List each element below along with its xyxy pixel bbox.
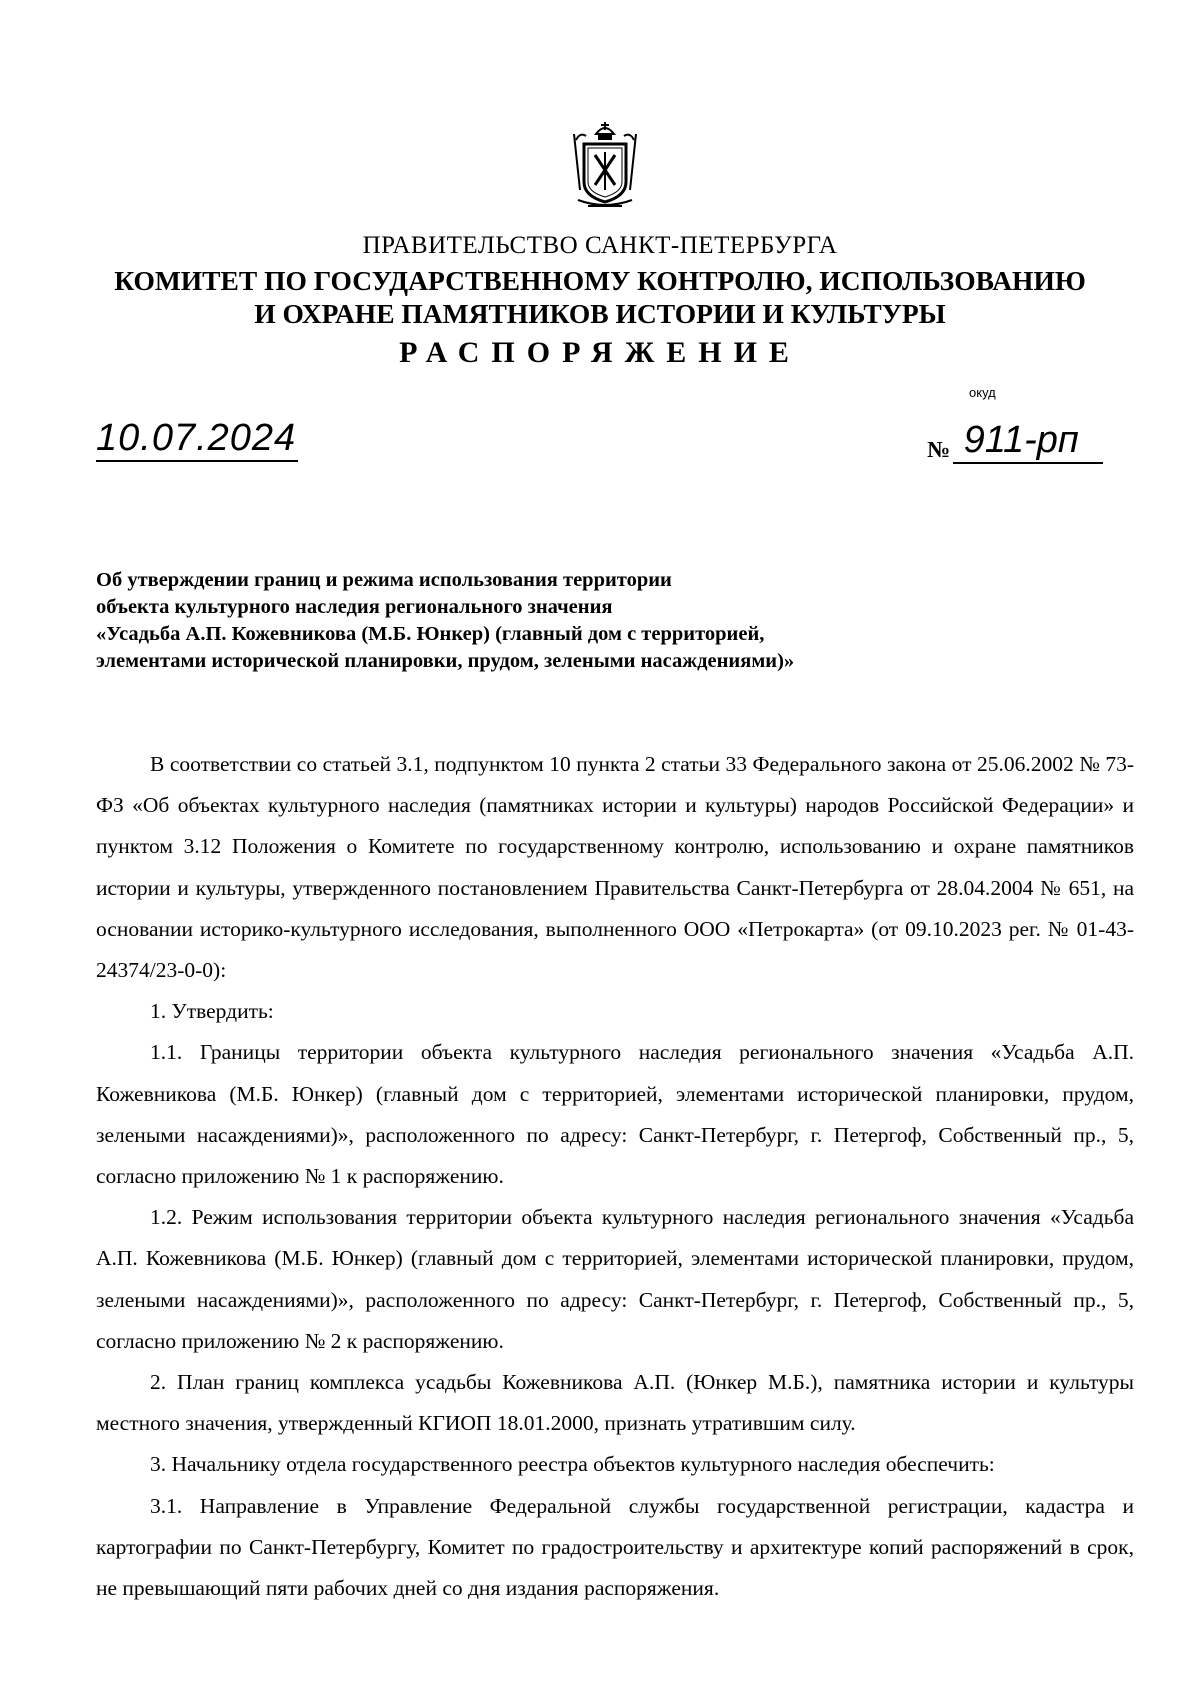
okud-label: окуд xyxy=(969,385,996,400)
number-label: № xyxy=(927,437,951,462)
coat-of-arms-icon xyxy=(568,120,642,212)
document-date: 10.07.2024 xyxy=(96,418,298,462)
document-number xyxy=(953,420,1103,464)
body-paragraph: В соответствии со статьей 3.1, подпунктом 10 пункта 2 статьи 33 Федерального закона от 25.06.2002 № 73-ФЗ «Об объектах культурного наследия (памятниках истории и культуры) народов Российской Федерации» и пунктом 3.12 Положения о Комитете по государственному контролю, использованию и охране памятников истории и культуры, утвержденного постановлением Правительства Санкт-Петербурга от 28.04.2004 № 651, на основании историко-культурного исследования, выполненного ООО «Петрокарта» (от 09.10.2023 рег. № 01-43-24374/23-0-0): xyxy=(96,752,1134,983)
subject-line: элементами исторической планировки, прудом, зелеными насаждениями)» xyxy=(96,650,795,672)
committee-name-line-1: КОМИТЕТ ПО ГОСУДАРСТВЕННОМУ КОНТРОЛЮ, ИСПОЛЬЗОВАНИЮ xyxy=(114,265,1086,296)
document-number-value: 911-рп xyxy=(963,419,1079,461)
document-subject xyxy=(96,567,996,675)
subject-line: Об утверждении границ и режима использования территории xyxy=(96,569,672,591)
subject-line: объекта культурного наследия регионального значения xyxy=(96,596,613,618)
body-paragraph: 1.2. Режим использования территории объекта культурного наследия регионального значения «Усадьба А.П. Кожевникова (М.Б. Юнкер) (главный дом с территорией, элементами исторической планировки, прудом, зелеными насаждениями)», расположенного по адресу: Санкт-Петербург, г. Петергоф, Собственный пр., 5, согласно приложению № 2 к распоряжению. xyxy=(96,1205,1134,1353)
body-paragraph: 3.1. Направление в Управление Федеральной службы государственной регистрации, кадастра и картографии по Санкт-Петербургу, Комитет по градостроительству и архитектуре копий распоряжений в срок, не превышающий пяти рабочих дней со дня издания распоряжения. xyxy=(96,1493,1134,1601)
committee-name-line-2: И ОХРАНЕ ПАМЯТНИКОВ ИСТОРИИ И КУЛЬТУРЫ xyxy=(254,298,946,329)
committee-name xyxy=(0,264,1200,330)
government-name: ПРАВИТЕЛЬСТВО САНКТ-ПЕТЕРБУРГА xyxy=(362,232,838,259)
body-paragraph: 1. Утвердить: xyxy=(150,999,274,1024)
body-paragraph: 1.1. Границы территории объекта культурного наследия регионального значения «Усадьба А.П. Кожевникова (М.Б. Юнкер) (главный дом с территорией, элементами исторической планировки, прудом, зелеными насаждениями)», расположенного по адресу: Санкт-Петербург, г. Петергоф, Собственный пр., 5, согласно приложению № 1 к распоряжению. xyxy=(96,1040,1134,1189)
body-paragraph: 2. План границ комплекса усадьбы Кожевникова А.П. (Юнкер М.Б.), памятника истории и культуры местного значения, утвержденный КГИОП 18.01.2000, признать утратившим силу. xyxy=(96,1370,1134,1436)
document-type: РАСПОРЯЖЕНИЕ xyxy=(399,336,801,369)
subject-line: «Усадьба А.П. Кожевникова (М.Б. Юнкер) (главный дом с территорией, xyxy=(96,623,765,645)
document-body xyxy=(96,744,1134,1609)
body-paragraph: 3. Начальнику отдела государственного реестра объектов культурного наследия обеспечить: xyxy=(150,1452,995,1477)
